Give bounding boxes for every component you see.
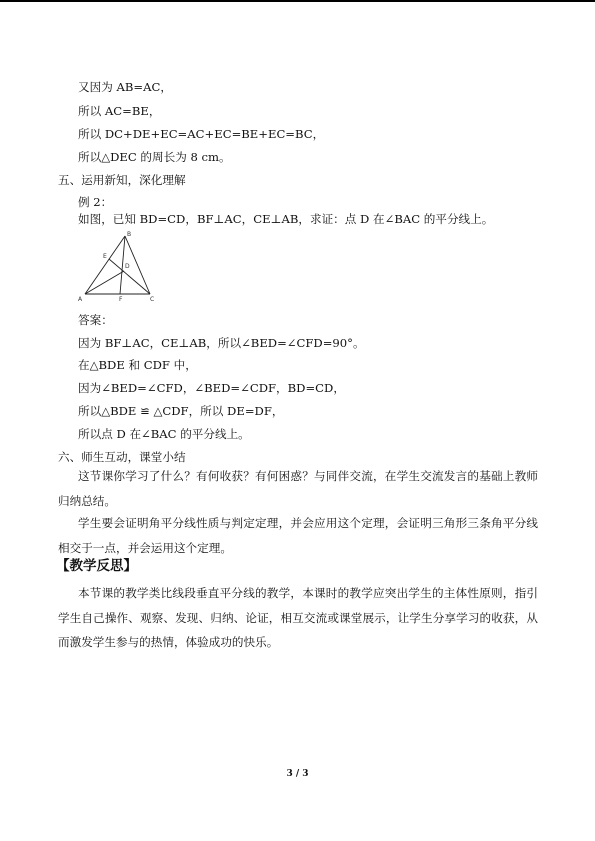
page-number: 3 / 3 — [286, 769, 309, 779]
answer-line: 因为 BF⊥AC，CE⊥AB，所以∠BED=∠CFD=90°。 — [78, 336, 365, 350]
triangle-diagram — [76, 230, 158, 302]
label-a: A — [78, 296, 83, 302]
text-line: 所以△DEC 的周长为 8 cm。 — [78, 150, 231, 164]
summary-paragraph-1: 这节课你学习了什么？有何收获？有何困惑？与同伴交流，在学生交流发言的基础上教师归纳总结。 — [58, 469, 538, 508]
label-e: E — [103, 253, 107, 260]
answer-line: 所以△BDE ≌ △CDF，所以 DE=DF， — [78, 404, 284, 418]
reflection-paragraph: 本节课的教学类比线段垂直平分线的教学，本课时的教学应突出学生的主体性原则，指引学生自己操作、观察、发现、归纳、论证，相互交流或课堂展示，让学生分享学习的收获，从而激发学生参与的热情，体验成功的快乐。 — [58, 586, 538, 649]
section-title-5: 五、运用新知，深化理解 — [58, 173, 186, 187]
reflection-heading: 【教学反思】 — [56, 558, 137, 574]
segment-ab — [85, 236, 125, 294]
text-line: 所以 DC+DE+EC=AC+EC=BE+EC=BC， — [78, 127, 325, 141]
segment-ad — [85, 271, 124, 294]
text-line: 又因为 AB=AC， — [78, 80, 172, 94]
header-rule — [0, 0, 595, 2]
answer-line: 所以点 D 在∠BAC 的平分线上。 — [78, 427, 250, 441]
geometry-figure — [76, 230, 158, 302]
section-title-6: 六、师生互动，课堂小结 — [58, 450, 186, 464]
answer-line: 因为∠BED=∠CFD，∠BED=∠CDF，BD=CD， — [78, 381, 345, 395]
summary-paragraph-2: 学生要会证明角平分线性质与判定定理，并会应用这个定理，会证明三角形三条角平分线相交于一点，并会运用这个定理。 — [58, 516, 538, 555]
answer-label: 答案： — [78, 313, 113, 327]
label-b: B — [127, 231, 132, 238]
example-label: 例 2： — [78, 195, 113, 209]
answer-line: 在△BDE 和 CDF 中， — [78, 358, 197, 372]
label-f: F — [119, 296, 123, 302]
label-d: D — [125, 263, 130, 270]
example-problem: 如图，已知 BD=CD，BF⊥AC，CE⊥AB，求证：点 D 在∠BAC 的平分线上。 — [78, 212, 494, 226]
text-line: 所以 AC=BE， — [78, 104, 161, 118]
label-c: C — [150, 296, 155, 302]
